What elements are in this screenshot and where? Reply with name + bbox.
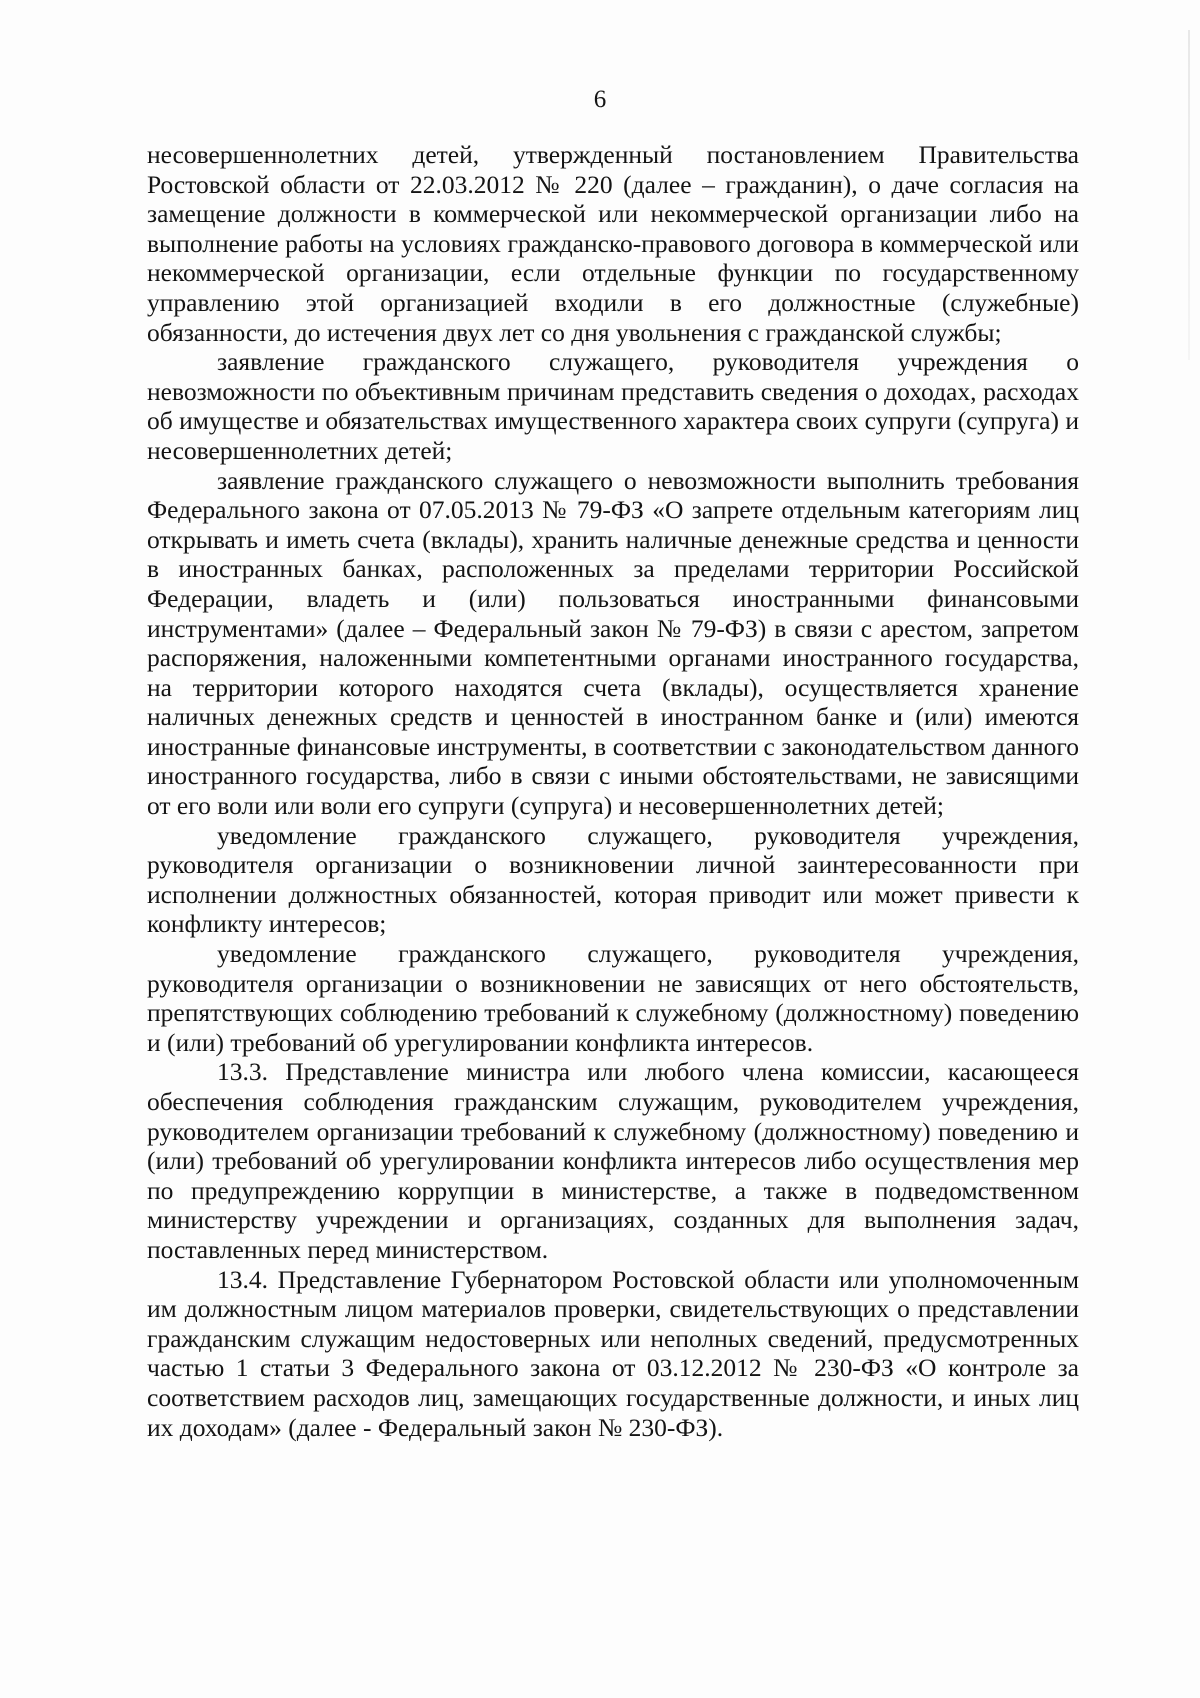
paragraph-continuation: несовершеннолетних детей, утвержденный постановлением Правительства Ростовской области от 22.03.2012 № 220 (далее – гражданин), о даче согласия на замещение должности в коммерческой или некоммерческой организации либо на выполнение работы на условиях гражданско-правового договора в коммерческой или некоммерческой организации, если отдельные функции по государственному управлению этой организацией входили в его должностные (служебные) обязанности, до истечения двух лет со дня увольнения с гражданской службы; — [147, 140, 1079, 347]
paragraph-notice-personal-interest: уведомление гражданского служащего, руководителя учреждения, руководителя организации о возникновении личной заинтересованности при исполнении должностных обязанностей, которая приводит или может привести к конфликту интересов; — [147, 820, 1079, 939]
scan-edge-artifact — [1188, 30, 1190, 360]
paragraph-13-4: 13.4. Представление Губернатором Ростовской области или уполномоченным им должностным лицом материалов проверки, свидетельствующих о представлении гражданским служащим недостоверных или неполных сведений, предусмотренных частью 1 статьи 3 Федерального закона от 03.12.2012 № 230-ФЗ «О контроле за соответствием расходов лиц, замещающих государственные должности, и иных лиц их доходам» (далее - Федеральный закон № 230-ФЗ). — [147, 1264, 1079, 1442]
paragraph-notice-circumstances: уведомление гражданского служащего, руководителя учреждения, руководителя организации о возникновении не зависящих от него обстоятельств, препятствующих соблюдению требований к служебному (должностному) поведению и (или) требований об урегулировании конфликта интересов. — [147, 939, 1079, 1057]
document-body — [147, 140, 1079, 1442]
paragraph-statement-foreign-accounts: заявление гражданского служащего о невозможности выполнить требования Федерального закона от 07.05.2013 № 79-ФЗ «О запрете отдельным категориям лиц открывать и иметь счета (вклады), хранить наличные денежные средства и ценности в иностранных банках, расположенных за пределами территории Российской Федерации, владеть и (или) пользоваться иностранными финансовыми инструментами» (далее – Федеральный закон № 79-ФЗ) в связи с арестом, запретом распоряжения, наложенными компетентными органами иностранного государства, на территории которого находятся счета (вклады), осуществляется хранение наличных денежных средств и ценностей в иностранном банке и (или) имеются иностранные финансовые инструменты, в соответствии с законодательством данного иностранного государства, либо в связи с иными обстоятельствами, не зависящими от его воли или воли его супруги (супруга) и несовершеннолетних детей; — [147, 465, 1079, 821]
paragraph-13-3: 13.3. Представление министра или любого члена комиссии, касающееся обеспечения соблюдения гражданским служащим, руководителем учреждения, руководителем организации требований к служебному (должностному) поведению и (или) требований об урегулировании конфликта интересов либо осуществления мер по предупреждению коррупции в министерстве, а также в подведомственном министерству учреждении и организациях, созданных для выполнения задач, поставленных перед министерством. — [147, 1057, 1079, 1264]
paragraph-statement-spouse-income: заявление гражданского служащего, руководителя учреждения о невозможности по объективным причинам представить сведения о доходах, расходах об имуществе и обязательствах имущественного характера своих супруги (супруга) и несовершеннолетних детей; — [147, 347, 1079, 465]
page-number: 6 — [593, 86, 607, 113]
